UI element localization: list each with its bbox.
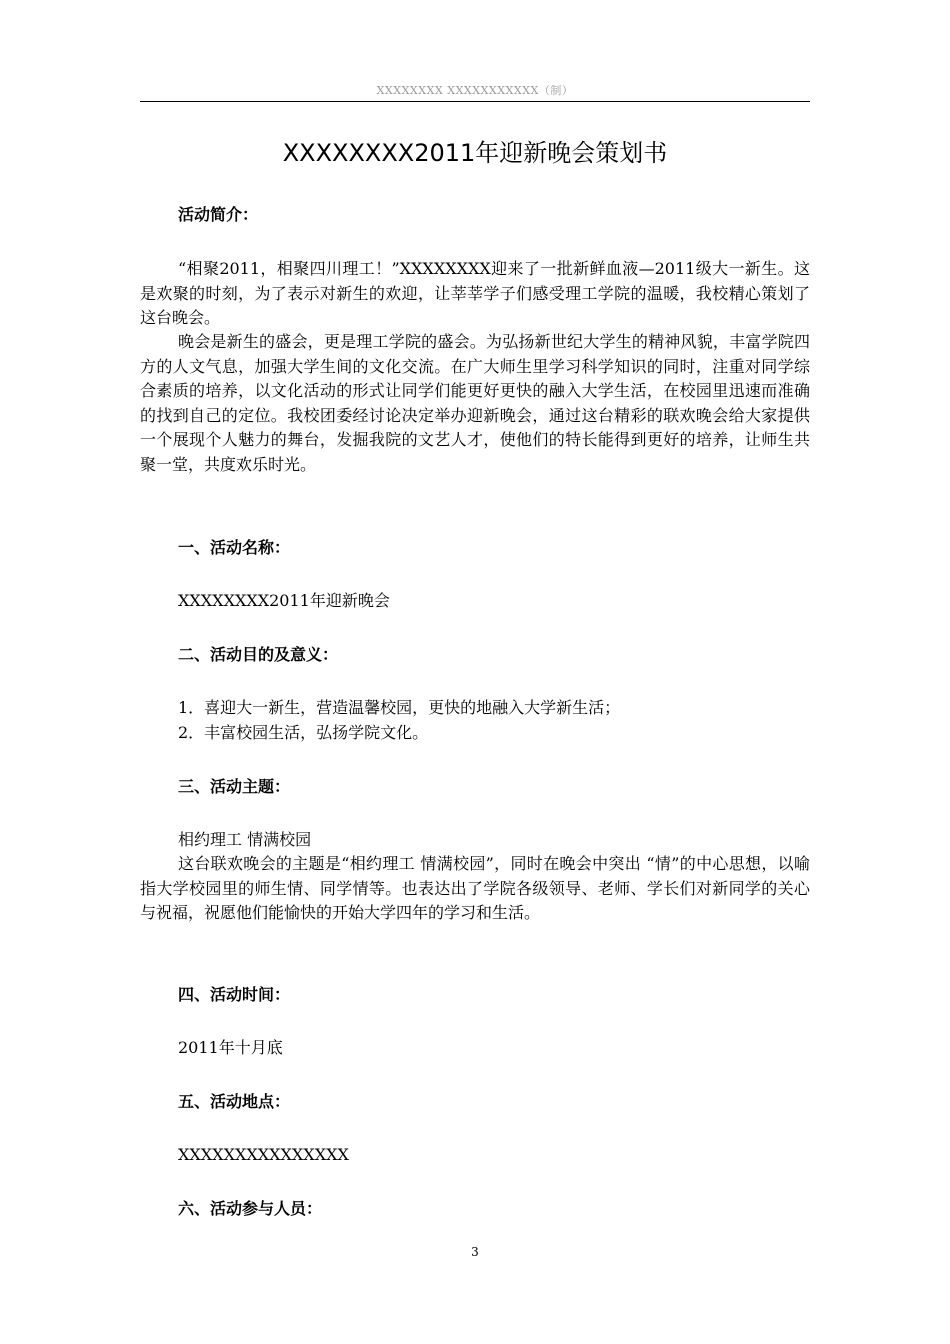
- section-purpose-heading: 二、活动目的及意义：: [178, 645, 339, 664]
- page-number: 3: [471, 1245, 479, 1259]
- activity-time: 2011年十月底: [178, 1038, 283, 1057]
- section-location-heading: 五、活动地点：: [178, 1092, 291, 1111]
- document-title: XXXXXXXX2011年迎新晚会策划书: [282, 139, 668, 167]
- section-theme-heading: 三、活动主题：: [178, 777, 291, 796]
- theme-value: 相约理工 情满校园: [178, 830, 312, 849]
- activity-name: XXXXXXXX2011年迎新晚会: [178, 591, 390, 610]
- theme-paragraph: 这台联欢晚会的主题是“相约理工 情满校园”，同时在晚会中突出 “情”的中心思想，以喻指大学校园里的师生情、同学情等。也表达出了学院各级领导、老师、学长们对新同学的关心与祝福，祝愿他们能愉快的开始大学四年的学习和生活。: [140, 854, 810, 922]
- page-header: XXXXXXXX XXXXXXXXXXX（制）: [376, 84, 574, 97]
- intro-heading: 活动简介：: [178, 205, 259, 224]
- section-time-heading: 四、活动时间：: [178, 985, 291, 1004]
- section-participants-heading: 六、活动参与人员：: [178, 1199, 323, 1218]
- purpose-item-1: 1．喜迎大一新生，营造温馨校园，更快的地融入大学新生活；: [178, 698, 621, 717]
- purpose-item-2: 2．丰富校园生活，弘扬学院文化。: [178, 723, 429, 742]
- section-name-heading: 一、活动名称：: [178, 538, 291, 557]
- intro-paragraph-2: 晚会是新生的盛会，更是理工学院的盛会。为弘扬新世纪大学生的精神风貌，丰富学院四方的人文气息，加强大学生间的文化交流。在广大师生里学习科学知识的同时，注重对同学综合素质的培养，以文化活动的形式让同学们能更好更快的融入大学生活，在校园里迅速而准确的找到自己的定位。我校团委经讨论决定举办迎新晚会，通过这台精彩的联欢晚会给大家提供一个展现个人魅力的舞台，发掘我院的文艺人才，使他们的特长能得到更好的培养，让师生共聚一堂，共度欢乐时光。: [140, 332, 810, 474]
- intro-paragraph-1: “相聚2011，相聚四川理工！”XXXXXXXX迎来了一批新鲜血液—2011级大一新生。这是欢聚的时刻，为了表示对新生的欢迎，让莘莘学子们感受理工学院的温暖，我校精心策划了这台晚会。: [140, 259, 810, 327]
- activity-location: XXXXXXXXXXXXXXX: [178, 1145, 349, 1164]
